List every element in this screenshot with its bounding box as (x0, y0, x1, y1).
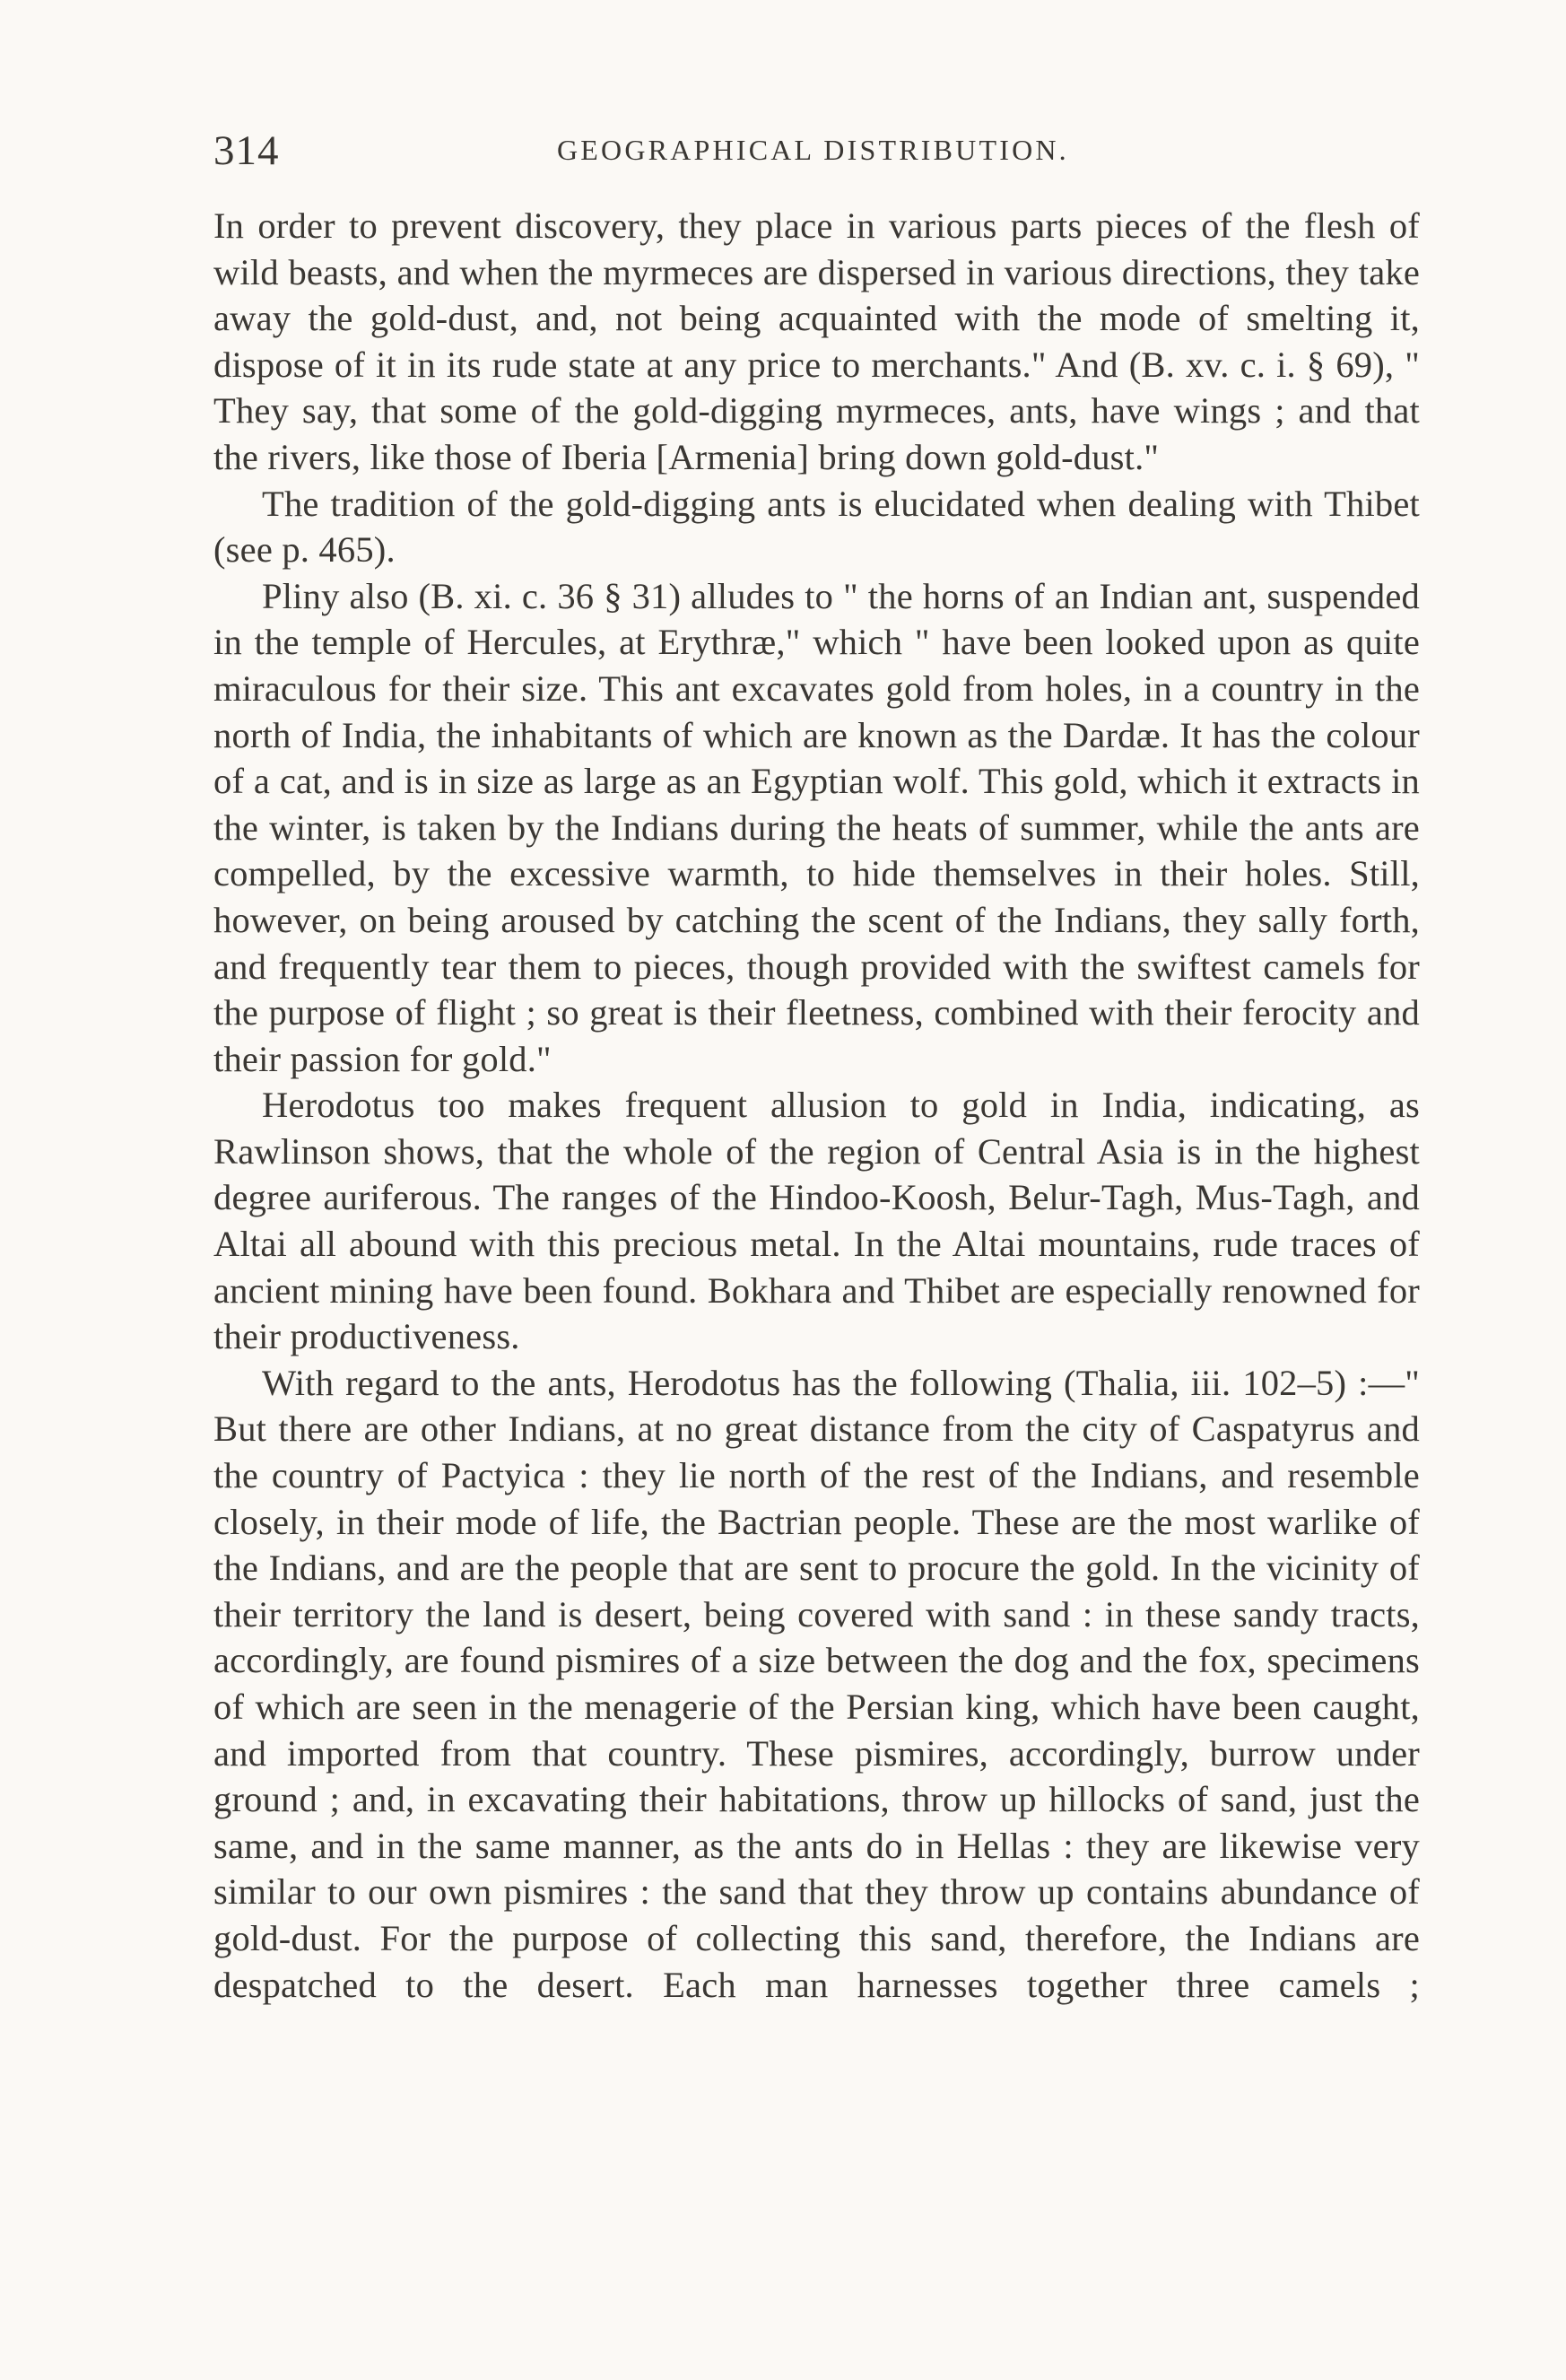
body-text (213, 203, 1420, 2008)
paragraph: In order to prevent discovery, they place in various parts pieces of the flesh of wild beasts, and when the myrmeces are dispersed in various directions, they take away the gold-dust, and, not being acquainted with the mode of smelting it, dispose of it in its rude state at any price to merchants." And (B. xv. c. i. § 69), " They say, that some of the gold-digging myrmeces, ants, have wings ; and that the rivers, like those of Iberia [Armenia] bring down gold-dust." (213, 205, 1420, 477)
paragraph: Herodotus too makes frequent allusion to gold in India, indicating, as Rawlinson shows, that the whole of the region of Central Asia is in the highest degree auriferous. The ranges of the Hindoo-Koosh, Belur-Tagh, Mus-Tagh, and Altai all abound with this precious metal. In the Altai mountains, rude traces of ancient mining have been found. Bokhara and Thibet are especially renowned for their productiveness. (213, 1085, 1420, 1357)
running-title: GEOGRAPHICAL DISTRIBUTION. (557, 134, 1069, 166)
paragraph: The tradition of the gold-digging ants is elucidated when dealing with Thibet (see p. 465). (213, 483, 1420, 571)
paragraph: Pliny also (B. xi. c. 36 § 31) alludes to " the horns of an Indian ant, suspended in the temple of Hercules, at Erythræ," which " have been looked upon as quite miraculous for their size. This ant excavates gold from holes, in a country in the north of India, the inhabitants of which are known as the Dardæ. It has the colour of a cat, and is in size as large as an Egyptian wolf. This gold, which it extracts in the winter, is taken by the Indians during the heats of summer, while the ants are compelled, by the excessive warmth, to hide themselves in their holes. Still, however, on being aroused by catching the scent of the Indians, they sally forth, and frequently tear them to pieces, though provided with the swiftest camels for the purpose of flight ; so great is their fleetness, combined with their ferocity and their passion for gold." (213, 575, 1420, 1079)
page-number: 314 (213, 127, 280, 174)
running-head (213, 124, 1420, 178)
paragraph: With regard to the ants, Herodotus has the following (Thalia, iii. 102–5) :—" But there are other Indians, at no great distance from the city of Caspatyrus and the country of Pactyica : they lie north of the rest of the Indians, and resemble closely, in their mode of life, the Bactrian people. These are the most warlike of the Indians, and are the people that are sent to procure the gold. In the vicinity of their territory the land is desert, being covered with sand : in these sandy tracts, accordingly, are found pismires of a size between the dog and the fox, specimens of which are seen in the menagerie of the Persian king, which have been caught, and imported from that country. These pismires, accordingly, burrow under ground ; and, in excavating their habitations, throw up hillocks of sand, just the same, and in the same manner, as the ants do in Hellas : they are likewise very similar to our own pismires : the sand that they throw up contains abundance of gold-dust. For the purpose of collecting this sand, therefore, the Indians are despatched to the desert. Each man harnesses together three camels ; (213, 1362, 1420, 2005)
